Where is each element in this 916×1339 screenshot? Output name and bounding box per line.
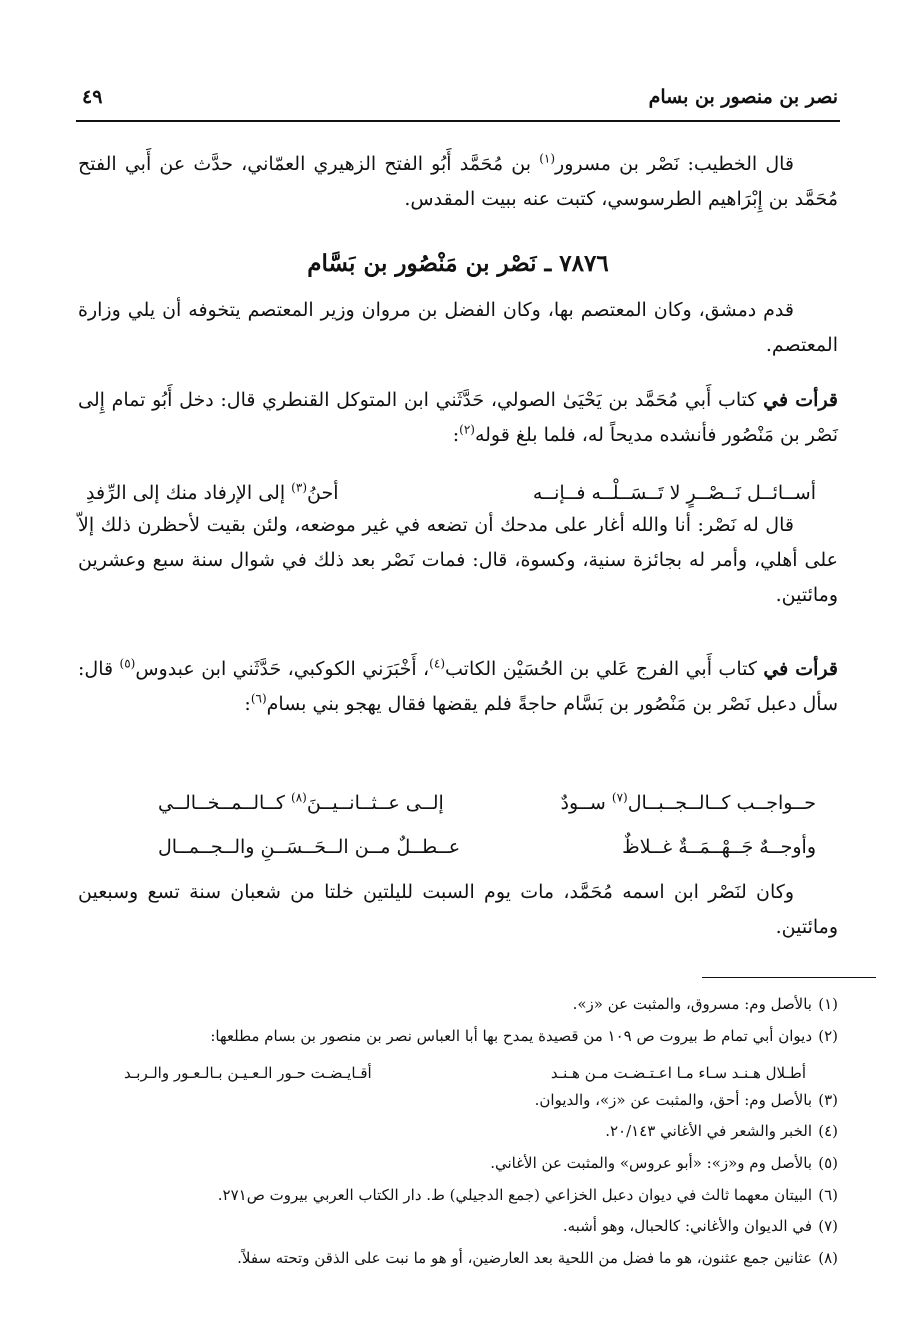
verse-text: إلــى عــثــانــيــنَ — [306, 792, 444, 814]
header-rule — [76, 120, 840, 122]
verse2-line2-first: وأوجــهٌ جَــهْــمَــةٌ غــلاظٌ — [622, 836, 816, 858]
paragraph-text: : — [244, 693, 251, 715]
running-header — [78, 84, 838, 114]
footnote — [78, 1025, 838, 1047]
footnote — [78, 1184, 838, 1206]
verse-text: إلى الإرفاد منك إلى الرِّفدِ — [86, 482, 292, 504]
verse1-first-hemistich: أســائــل نَــصْــرٍ لا تَــسَــلْــه فــإنــه — [532, 482, 816, 504]
footnote — [78, 1152, 838, 1174]
footnote-ref: (١) — [539, 151, 556, 166]
paragraph-khatib — [78, 147, 838, 217]
footnote-ref: (٤) — [429, 656, 445, 671]
entry-title: ٧٨٧٦ ـ نَصْر بن مَنْصُور بن بَسَّام — [307, 250, 609, 277]
footnote-number: (٤) — [818, 1122, 838, 1140]
verse-text: أحنُ — [307, 482, 339, 504]
footnote-number: (٨) — [818, 1249, 838, 1267]
page-number: ٤٩ — [82, 86, 103, 108]
footnote-text: في الديوان والأغاني: كالحبال، وهو أشبه. — [562, 1217, 812, 1235]
footnote — [78, 1215, 838, 1237]
footnote-ref: (٥) — [119, 656, 136, 671]
verse-text: كــالــمــخــالــي — [158, 792, 291, 814]
verse2-line2-second: عــطــلٌ مــن الــحَــسَــنِ والــجــمــال — [158, 836, 461, 858]
footnote-ref: (٦) — [250, 691, 267, 706]
footnote-rule — [702, 977, 876, 978]
paragraph-text: بن مُحَمَّد أَبُو الفتح الزهيري العمّاني، حدَّث عن أَبي الفتح مُحَمَّد بن إِبْرَاهيم الطرسوسي، كتبت عنه ببيت المقدس. — [78, 153, 838, 210]
footnote-ref: (٧) — [611, 790, 628, 805]
paragraph-sulli — [78, 383, 838, 453]
footnote-number: (٥) — [818, 1154, 838, 1172]
verse2-line1-second — [158, 788, 444, 818]
paragraph-nasr-reply: قال له نَصْر: أنا والله أغار على مدحك أن تضعه في غير موضعه، ولئن بقيت لأحظرن ذلك إلاّ على أهلي، وأمر له بجائزة سنية، وكسوة، قال: فمات نَصْر بعد ذلك في شوال سنة سبع وعشرين ومائتين. — [78, 514, 838, 606]
paragraph-intro: قدم دمشق، وكان المعتصم بها، وكان الفضل بن مروان وزير المعتصم يتخوفه أن يلي وزارة المعتصم. — [78, 299, 838, 356]
footnote-text: الخبر والشعر في الأغاني ٢٠/١٤٣. — [605, 1122, 812, 1140]
footnote-number: (٦) — [818, 1186, 838, 1204]
footnote — [78, 1089, 838, 1111]
footnote — [78, 993, 838, 1015]
footnote-text: بالأصل وم و«ز»: «أبو عروس» والمثبت عن الأغاني. — [490, 1154, 812, 1172]
lead-phrase: قرأت في — [763, 389, 839, 411]
footnote-ref: (٢) — [459, 422, 475, 437]
paragraph-son: وكان لنَصْر ابن اسمه مُحَمَّد، مات يوم السبت لليلتين خلتا من شعبان سنة تسع وسبعين ومائتين. — [78, 881, 838, 938]
paragraph-text: قال: سأل دعبل نَصْر بن مَنْصُور بن بَسَّام حاجةً فلم يقضها فقال يهجو بني بسام — [78, 658, 838, 715]
footnote-number: (٧) — [818, 1217, 838, 1235]
verse2-line1-first — [561, 788, 817, 818]
verse1-second-hemistich — [86, 478, 339, 508]
footnote-ref: (٨) — [291, 790, 307, 805]
footnote-number: (٢) — [818, 1027, 838, 1045]
paragraph-text: كتاب أَبي الفرج عَلي بن الحُسَيْن الكاتب — [445, 658, 764, 680]
footnote-verse-second: أقـايـضـت حـور الـعـيـن بـالـعـور والـربـد — [124, 1064, 372, 1082]
paragraph-text: ، أَخْبَرَني الكوكبي، حَدَّثَني ابن عبدوس — [135, 658, 430, 680]
lead-phrase: قرأت في — [763, 658, 838, 680]
running-title: نصر بن منصور بن بسام — [648, 86, 838, 108]
footnote-text: عثانين جمع عثنون، هو ما فضل من اللحية بعد العارضين، أو هو ما نبت على الذقن وتحته سفلاً. — [237, 1249, 812, 1267]
footnote-text: البيتان معهما ثالث في ديوان دعبل الخزاعي (جمع الدجيلي) ط. دار الكتاب العربي بيروت ص٢٧١. — [217, 1186, 812, 1204]
footnote-text: بالأصل وم: مسروق، والمثبت عن «ز». — [572, 995, 812, 1013]
verse-text: ســودٌ — [560, 792, 612, 814]
paragraph-abulfaraj — [78, 652, 838, 722]
paragraph-text: كتاب أَبي مُحَمَّد بن يَحْيَىٰ الصولي، حَدَّثَني ابن المتوكل القنطري قال: دخل أَبُو تمام إِلى نَصْر بن مَنْصُور فأنشده مديحاً له، فلما بلغ قوله — [78, 389, 838, 446]
footnote-text: ديوان أبي تمام ط بيروت ص ١٠٩ من قصيدة يمدح بها أبا العباس نصر بن منصور بن بسام مطلعها: — [210, 1027, 812, 1045]
footnote-text: بالأصل وم: أحق، والمثبت عن «ز»، والديوان. — [534, 1091, 812, 1109]
paragraph-text: قال الخطيب: نَصْر بن مسرور — [555, 153, 794, 175]
paragraph-text: : — [452, 424, 460, 446]
verse-text: حــواجــب كــالــجــبــال — [627, 792, 816, 814]
footnote-ref: (٣) — [291, 480, 307, 495]
footnote-number: (٣) — [818, 1091, 838, 1109]
footnote — [78, 1120, 838, 1142]
footnote-verse-first: أطـلال هـنـد سـاء مـا اعـتـضـت مـن هـنـد — [550, 1064, 806, 1082]
footnote-number: (١) — [818, 995, 838, 1013]
footnote — [78, 1247, 838, 1269]
